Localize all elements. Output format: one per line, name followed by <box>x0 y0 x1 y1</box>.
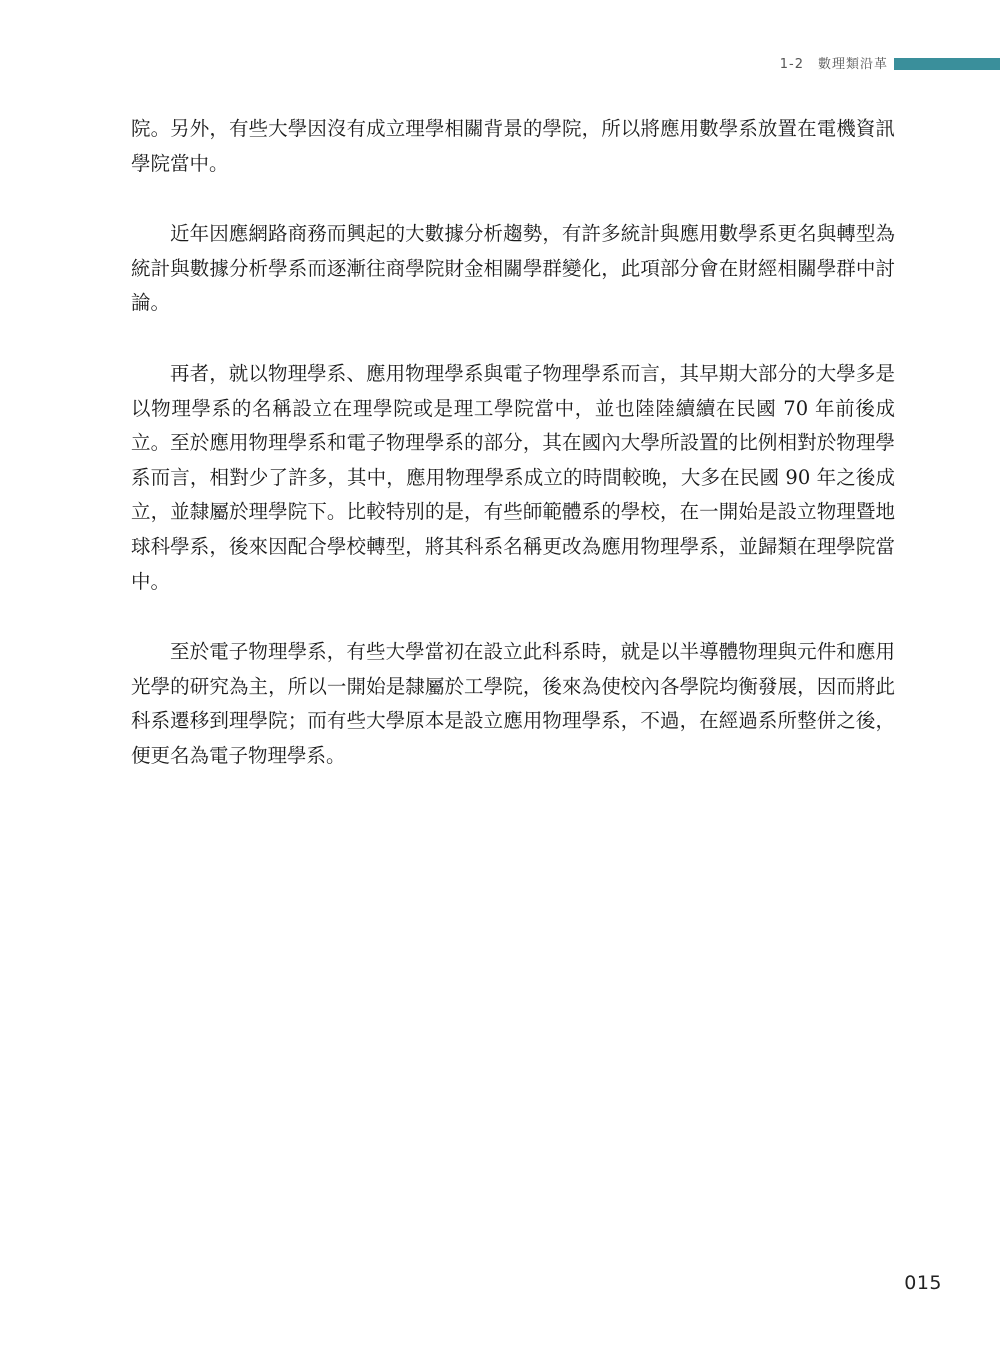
paragraph-big-data: 近年因應網路商務而興起的大數據分析趨勢，有許多統計與應用數學系更名與轉型為統計與數據分析學系而逐漸往商學院財金相關學群變化，此項部分會在財經相關學群中討論。 <box>131 222 895 315</box>
paragraph-physics-departments: 再者，就以物理學系、應用物理學系與電子物理學系而言，其早期大部分的大學多是以物理學系的名稱設立在理學院或是理工學院當中，並也陸陸續續在民國 70 年前後成立。至於應用物理學系和電子物理學系的部分，其在國內大學所設置的比例相對於物理學系而言，相對少了許多，其中，應用物理學系成立的時間較晚，大多在民國 90 年之後成立，並隸屬於理學院下。比較特別的是，有些師範體系的學校，在一開始是設立物理暨地球科學系，後來因配合學校轉型，將其科系名稱更改為應用物理學系，並歸類在理學院當中。 <box>131 361 895 593</box>
page-body <box>131 112 895 810</box>
running-header <box>0 56 1000 72</box>
paragraph-electrophysics: 至於電子物理學系，有些大學當初在設立此科系時，就是以半導體物理與元件和應用光學的研究為主，所以一開始是隸屬於工學院，後來為使校內各學院均衡發展，因而將此科系遷移到理學院；而有些大學原本是設立應用物理學系，不過，在經過系所整併之後，便更名為電子物理學系。 <box>131 640 895 767</box>
paragraph-continued: 院。另外，有些大學因沒有成立理學相關背景的學院，所以將應用數學系放置在電機資訊學院當中。 <box>131 117 895 175</box>
header-accent-bar <box>894 58 1000 70</box>
section-label: 1-2 數理類沿革 <box>779 57 888 72</box>
page-number: 015 <box>904 1272 942 1294</box>
